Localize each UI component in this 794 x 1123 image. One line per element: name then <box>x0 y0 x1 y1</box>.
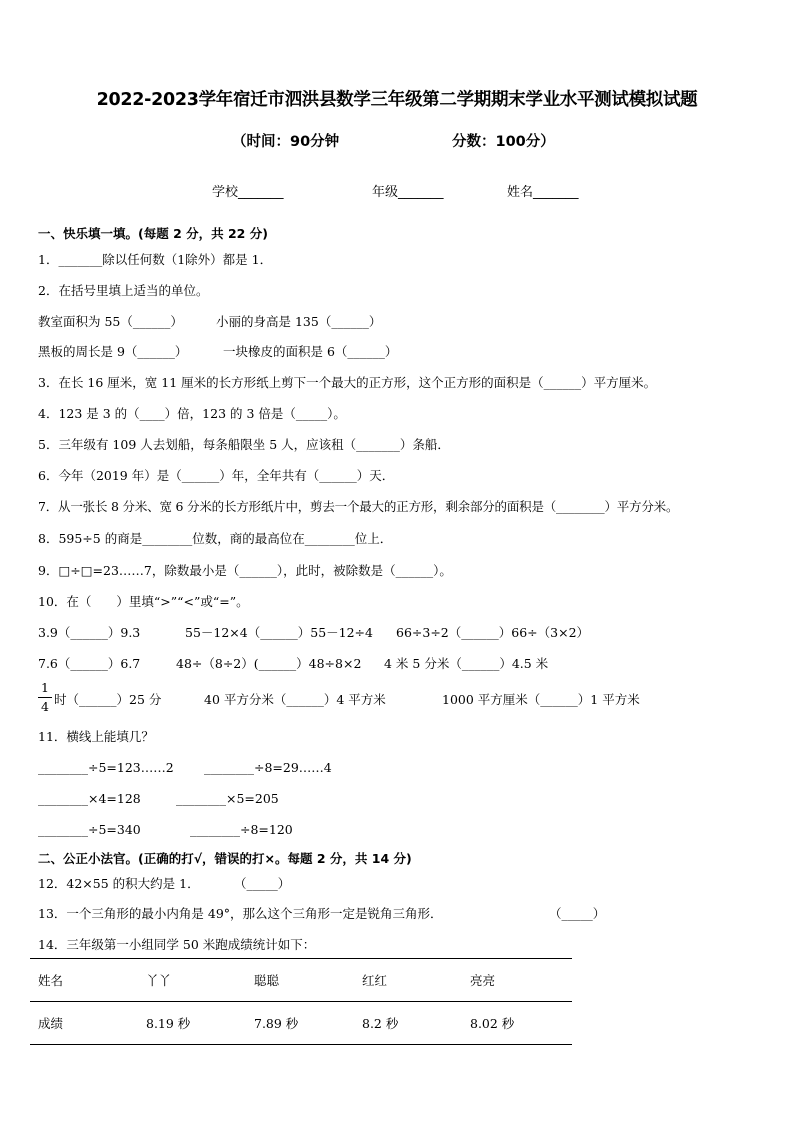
grade-field: 年级_______ <box>372 185 444 200</box>
question-13-answer: （_____） <box>549 906 606 921</box>
question-9: 9．□÷□=23……7，除数最小是（______），此时，被除数是（______）。 <box>38 563 452 578</box>
question-4: 4．123 是 3 的（____）倍，123 的 3 倍是（_____）。 <box>38 406 346 421</box>
table-cell: 姓名 <box>30 959 138 1002</box>
question-6: 6．今年（2019 年）是（______）年，全年共有（______）天． <box>38 468 395 483</box>
table-cell: 聪聪 <box>246 959 354 1002</box>
section2-heading: 二、公正小法官。(正确的打√，错误的打×。每题 2 分，共 14 分) <box>38 851 412 866</box>
table-cell: 8.19 秒 <box>138 1002 246 1045</box>
question-11f: ________÷8=120 <box>190 822 293 837</box>
table-cell: 红红 <box>354 959 462 1002</box>
question-2b: 小丽的身高是 135（______） <box>216 314 382 329</box>
table-cell: 8.02 秒 <box>462 1002 572 1045</box>
question-10e: 48÷（8÷2）(______）48÷8×2 <box>176 656 362 671</box>
table-cell: 丫丫 <box>138 959 246 1002</box>
question-5: 5．三年级有 109 人去划船，每条船限坐 5 人，应该租（_______）条船． <box>38 437 450 452</box>
question-13: 13．一个三角形的最小内角是 49°，那么这个三角形一定是锐角三角形． <box>38 906 443 921</box>
question-10d: 7.6（______）6.7 <box>38 656 141 671</box>
section1-heading: 一、快乐填一填。(每题 2 分，共 22 分) <box>38 226 268 241</box>
exam-time: （时间：90分钟 <box>232 134 340 150</box>
question-11b: ________÷8=29……4 <box>204 760 332 775</box>
question-11d: ________×5=205 <box>176 791 279 806</box>
question-1: 1．_______除以任何数（1除外）都是 1． <box>38 252 273 267</box>
table-row <box>30 1002 572 1045</box>
question-10: 10．在（ ）里填“>”“<”或“=”。 <box>38 594 249 609</box>
question-10g: 时（______）25 分 <box>54 692 162 707</box>
question-8: 8．595÷5 的商是________位数，商的最高位在________位上． <box>38 531 393 546</box>
fraction-denominator: 4 <box>41 699 49 714</box>
question-10i: 1000 平方厘米（______）1 平方米 <box>442 692 640 707</box>
school-field: 学校_______ <box>212 185 284 200</box>
question-2a: 教室面积为 55（______） <box>38 314 183 329</box>
name-field: 姓名_______ <box>507 185 579 200</box>
question-7: 7．从一张长 8 分米、宽 6 分米的长方形纸片中，剪去一个最大的正方形，剩余部分的面积是（________）平方分米。 <box>38 499 679 514</box>
question-12-answer: （_____） <box>234 876 291 891</box>
question-10c: 66÷3÷2（______）66÷（3×2） <box>396 625 590 640</box>
table-cell: 8.2 秒 <box>354 1002 462 1045</box>
question-3: 3．在长 16 厘米，宽 11 厘米的长方形纸上剪下一个最大的正方形，这个正方形的面积是（______）平方厘米。 <box>38 375 657 390</box>
exam-score: 分数：100分） <box>452 134 555 150</box>
question-10b: 55－12×4（______）55－12÷4 <box>185 625 373 640</box>
running-score-table <box>30 958 572 1045</box>
fraction-numerator: 1 <box>41 680 49 695</box>
question-12: 12．42×55 的积大约是 1． <box>38 876 200 891</box>
table-row <box>30 959 572 1002</box>
question-10a: 3.9（______）9.3 <box>38 625 141 640</box>
question-14: 14．三年级第一小组同学 50 米跑成绩统计如下： <box>38 937 316 952</box>
question-11e: ________÷5=340 <box>38 822 141 837</box>
question-11a: ________÷5=123……2 <box>38 760 174 775</box>
fraction-one-quarter <box>38 680 52 715</box>
table-cell: 亮亮 <box>462 959 572 1002</box>
fraction-bar <box>38 697 52 698</box>
question-11c: ________×4=128 <box>38 791 141 806</box>
question-2c: 黑板的周长是 9（______） <box>38 344 188 359</box>
table-cell: 成绩 <box>30 1002 138 1045</box>
question-11: 11．横线上能填几？ <box>38 729 154 744</box>
page-title: 2022-2023学年宿迁市泗洪县数学三年级第二学期期末学业水平测试模拟试题 <box>96 90 698 110</box>
question-10h: 40 平方分米（______）4 平方米 <box>204 692 386 707</box>
question-10f: 4 米 5 分米（______）4.5 米 <box>384 656 549 671</box>
question-2: 2．在括号里填上适当的单位。 <box>38 283 209 298</box>
question-2d: 一块橡皮的面积是 6（______） <box>223 344 398 359</box>
table-cell: 7.89 秒 <box>246 1002 354 1045</box>
